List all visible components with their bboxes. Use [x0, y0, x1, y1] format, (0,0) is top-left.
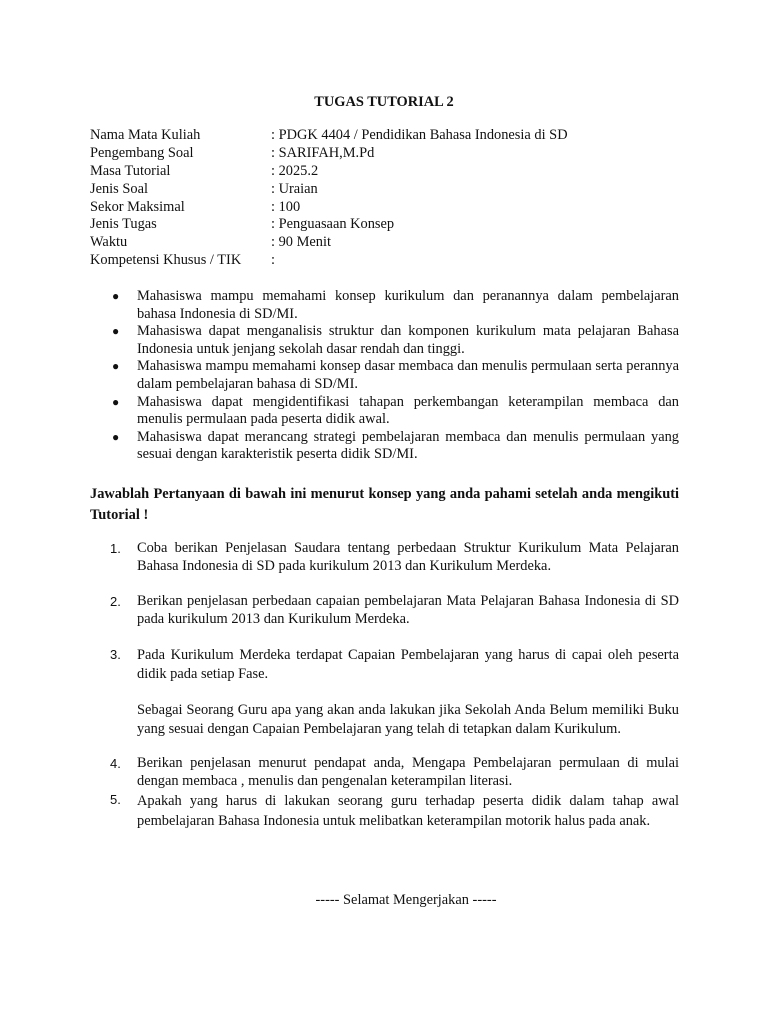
info-value: : 90 Menit [271, 234, 331, 251]
info-label: Jenis Soal [90, 180, 148, 197]
question-paragraph: Apakah yang harus di lakukan seorang guru terhadap peserta didik dalam tahap awal pembelajaran Bahasa Indonesia untuk melibatkan keterampilan motorik halus pada anak. [137, 792, 679, 829]
info-row [90, 199, 690, 217]
info-value: : [271, 252, 275, 269]
info-value: : 100 [271, 198, 301, 215]
info-row [90, 127, 690, 145]
bullet-icon: ● [112, 289, 120, 303]
question-paragraph: Berikan penjelasan menurut pendapat anda, Mengapa Pembelajaran permulaan di mulai dengan membaca , menulis dan pengenalan keterampilan literasi. [137, 755, 679, 789]
bullet-icon: ● [112, 429, 120, 444]
competency-item [90, 323, 679, 358]
question-item [90, 646, 679, 739]
info-label: Kompetensi Khusus / TIK [90, 252, 242, 269]
info-row [90, 216, 690, 234]
info-row [90, 145, 690, 163]
question-list [90, 540, 679, 831]
question-number: 1. [110, 541, 121, 556]
competency-text: Mahasiswa mampu memahami konsep dasar membaca dan menulis permulaan serta perannya dalam pembelajaran bahasa di SD/MI. [137, 358, 679, 392]
competency-item [90, 288, 679, 323]
question-number: 4. [110, 756, 121, 772]
info-row [90, 181, 690, 199]
competency-list [90, 288, 679, 464]
info-value: : Penguasaan Konsep [271, 216, 395, 233]
competency-text: Mahasiswa dapat mengidentifikasi tahapan perkembangan keterampilan membaca dan menulis permulaan pada peserta didik awal. [137, 393, 679, 428]
info-value: : 2025.2 [271, 162, 319, 179]
question-item [90, 791, 679, 831]
competency-text: Mahasiswa dapat merancang strategi pembelajaran membaca dan menulis permulaan yang sesuai dengan karakteristik peserta didik SD/MI. [137, 428, 679, 463]
question-paragraph: Berikan penjelasan perbedaan capaian pembelajaran Mata Pelajaran Bahasa Indonesia di SD pada kurikulum 2013 dan Kurikulum Merdeka. [137, 593, 679, 627]
question-number: 5. [110, 791, 121, 807]
competency-text: Mahasiswa mampu memahami konsep kurikulum dan peranannya dalam pembelajaran bahasa Indonesia di SD/MI. [137, 288, 679, 322]
competency-text: Mahasiswa dapat menganalisis struktur dan komponen kurikulum mata pelajaran Bahasa Indonesia untuk jenjang sekolah dasar rendah dan tinggi. [137, 323, 679, 357]
info-label: Sekor Maksimal [90, 198, 185, 215]
competency-item [90, 394, 679, 429]
question-paragraph: Pada Kurikulum Merdeka terdapat Capaian Pembelajaran yang harus di capai oleh peserta didik pada setiap Fase. [137, 647, 679, 683]
question-text [137, 540, 679, 575]
question-item [90, 540, 679, 575]
question-number: 3. [110, 647, 121, 663]
info-label: Nama Mata Kuliah [90, 127, 201, 143]
info-value: : SARIFAH,M.Pd [271, 144, 375, 161]
instruction-text: Jawablah Pertanyaan di bawah ini menurut konsep yang anda pahami setelah anda mengikuti Tutorial ! [90, 486, 679, 523]
bullet-icon: ● [112, 324, 120, 339]
info-row [90, 252, 690, 270]
question-paragraph: Sebagai Seorang Guru apa yang akan anda lakukan jika Sekolah Anda Belum memiliki Buku yang sesuai dengan Capaian Pembelajaran yang telah di tetapkan dalam Kurikulum. [137, 702, 679, 738]
question-text [137, 593, 679, 628]
info-label: Pengembang Soal [90, 144, 194, 161]
info-row [90, 163, 690, 181]
question-item [90, 755, 679, 790]
competency-item [90, 358, 679, 393]
question-text [137, 646, 679, 739]
closing-text: ----- Selamat Mengerjakan ----- [315, 892, 497, 908]
info-label: Masa Tutorial [90, 162, 171, 179]
bullet-icon: ● [112, 394, 120, 409]
assignment-info-table [90, 127, 690, 270]
question-text [137, 755, 679, 790]
document-title: TUGAS TUTORIAL 2 [314, 94, 454, 110]
info-label: Waktu [90, 234, 128, 251]
info-row [90, 234, 690, 252]
info-label: Jenis Tugas [90, 216, 157, 233]
info-value: : PDGK 4404 / Pendidikan Bahasa Indonesia di SD [271, 127, 568, 143]
competency-item [90, 429, 679, 464]
question-number: 2. [110, 594, 121, 610]
question-paragraph: Coba berikan Penjelasan Saudara tentang perbedaan Struktur Kurikulum Mata Pelajaran Bahasa Indonesia di SD pada kurikulum 2013 dan Kurikulum Merdeka. [137, 540, 679, 574]
question-item [90, 593, 679, 628]
question-text [137, 791, 679, 831]
bullet-icon: ● [112, 359, 120, 374]
info-value: : Uraian [271, 180, 318, 197]
